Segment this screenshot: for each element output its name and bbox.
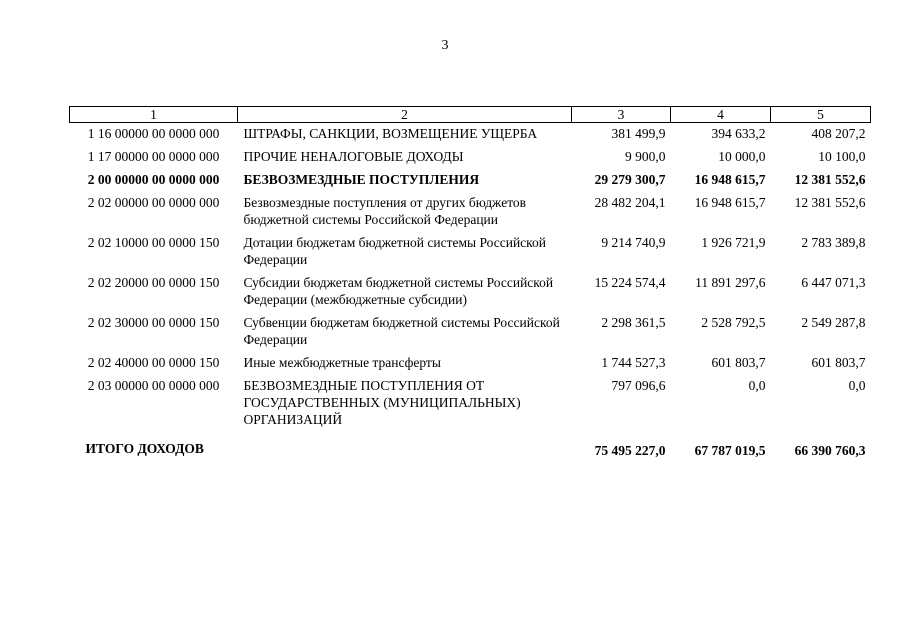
table-row — [70, 312, 871, 352]
row-value-3: 797 096,6 — [611, 378, 666, 393]
row-code: 2 02 30000 00 0000 150 — [87, 315, 220, 330]
header-col-5: 5 — [771, 107, 871, 123]
table-row — [70, 272, 871, 312]
row-name: Дотации бюджетам бюджетной системы Российской Федерации — [243, 235, 547, 267]
row-value-3: 28 482 204,1 — [594, 195, 666, 210]
row-name: ШТРАФЫ, САНКЦИИ, ВОЗМЕЩЕНИЕ УЩЕРБА — [243, 126, 538, 141]
row-value-3: 9 900,0 — [625, 149, 666, 164]
row-code: 2 02 10000 00 0000 150 — [87, 235, 220, 250]
total-label: ИТОГО ДОХОДОВ — [85, 441, 204, 456]
page-number: 3 — [441, 38, 449, 53]
row-code: 2 02 40000 00 0000 150 — [87, 355, 220, 370]
total-value-5: 66 390 760,3 — [794, 443, 866, 458]
row-name: ПРОЧИЕ НЕНАЛОГОВЫЕ ДОХОДЫ — [243, 149, 464, 164]
table-row — [70, 232, 871, 272]
row-code: 2 00 00000 00 0000 000 — [87, 172, 220, 187]
row-name: Субсидии бюджетам бюджетной системы Российской Федерации (межбюджетные субсидии) — [243, 275, 554, 307]
table-body — [70, 123, 871, 464]
table-row — [70, 352, 871, 375]
row-value-4: 16 948 615,7 — [694, 195, 766, 210]
header-row — [70, 107, 871, 123]
row-value-5: 0,0 — [848, 378, 866, 393]
row-value-3: 15 224 574,4 — [594, 275, 666, 290]
row-value-4: 1 926 721,9 — [701, 235, 766, 250]
row-name: БЕЗВОЗМЕЗДНЫЕ ПОСТУПЛЕНИЯ ОТ ГОСУДАРСТВЕННЫХ (МУНИЦИПАЛЬНЫХ) ОРГАНИЗАЦИЙ — [243, 378, 521, 427]
row-value-4: 601 803,7 — [711, 355, 766, 370]
row-code: 1 17 00000 00 0000 000 — [87, 149, 220, 164]
table-header — [70, 107, 871, 123]
row-code: 2 02 00000 00 0000 000 — [87, 195, 220, 210]
row-value-5: 2 783 389,8 — [801, 235, 866, 250]
table-row — [70, 146, 871, 169]
header-col-1: 1 — [70, 107, 238, 123]
row-code: 2 03 00000 00 0000 000 — [87, 378, 220, 393]
row-name: Безвозмездные поступления от других бюджетов бюджетной системы Российской Федерации — [243, 195, 527, 227]
table-row — [70, 375, 871, 432]
table-row — [70, 123, 871, 147]
total-row — [70, 432, 871, 463]
row-name: БЕЗВОЗМЕЗДНЫЕ ПОСТУПЛЕНИЯ — [243, 172, 480, 187]
row-value-4: 10 000,0 — [718, 149, 766, 164]
row-code: 1 16 00000 00 0000 000 — [87, 126, 220, 141]
row-value-4: 16 948 615,7 — [694, 172, 766, 187]
row-value-5: 12 381 552,6 — [794, 195, 866, 210]
row-value-4: 0,0 — [748, 378, 766, 393]
header-col-2: 2 — [238, 107, 572, 123]
row-value-3: 381 499,9 — [611, 126, 666, 141]
table-row — [70, 192, 871, 232]
row-name: Субвенции бюджетам бюджетной системы Российской Федерации — [243, 315, 560, 347]
revenue-table — [69, 106, 871, 463]
row-value-4: 2 528 792,5 — [701, 315, 766, 330]
row-value-5: 10 100,0 — [818, 149, 866, 164]
row-value-3: 29 279 300,7 — [594, 172, 666, 187]
row-value-4: 394 633,2 — [711, 126, 766, 141]
row-value-3: 2 298 361,5 — [601, 315, 666, 330]
row-value-3: 9 214 740,9 — [601, 235, 666, 250]
header-col-4: 4 — [671, 107, 771, 123]
row-value-5: 6 447 071,3 — [801, 275, 866, 290]
row-name: Иные межбюджетные трансферты — [243, 355, 441, 370]
total-value-4: 67 787 019,5 — [694, 443, 766, 458]
row-value-5: 408 207,2 — [811, 126, 866, 141]
row-value-4: 11 891 297,6 — [695, 275, 766, 290]
table-row — [70, 169, 871, 192]
row-value-5: 601 803,7 — [811, 355, 866, 370]
total-value-3: 75 495 227,0 — [594, 443, 666, 458]
row-code: 2 02 20000 00 0000 150 — [87, 275, 220, 290]
row-value-3: 1 744 527,3 — [601, 355, 666, 370]
row-value-5: 12 381 552,6 — [794, 172, 866, 187]
header-col-3: 3 — [572, 107, 671, 123]
revenue-table-container — [69, 106, 870, 463]
row-value-5: 2 549 287,8 — [801, 315, 866, 330]
